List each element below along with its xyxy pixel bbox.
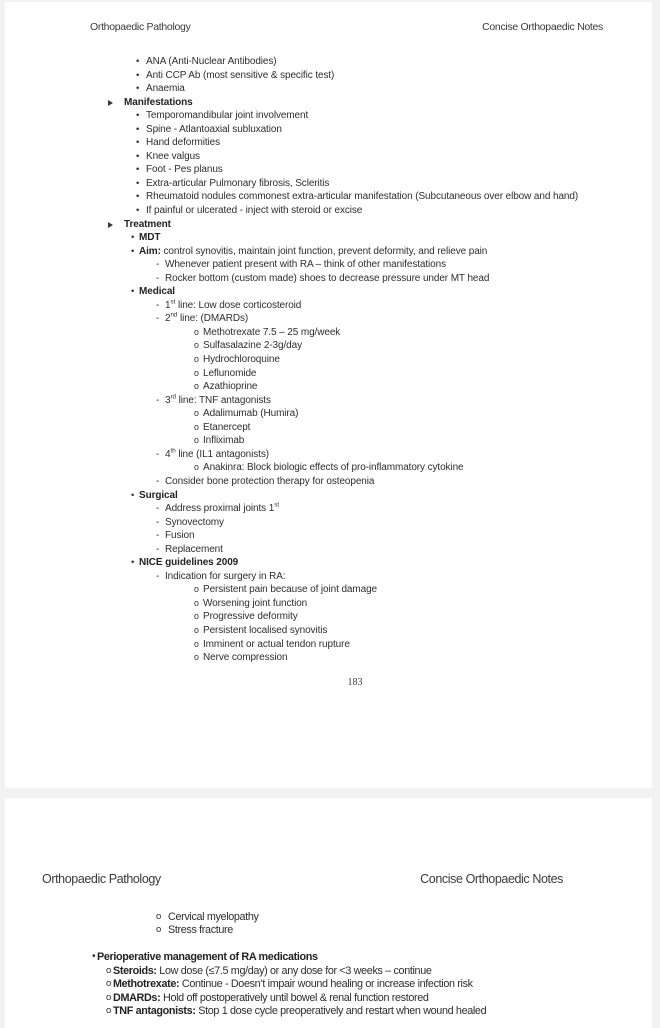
arrow-bullet-icon [108,100,113,106]
list-item-text: 3rd line: TNF antagonists [165,393,271,406]
page2-header-section-title: Orthopaedic Pathology [42,871,161,886]
list-item [5,571,652,585]
circle-bullet-icon: o [194,381,199,392]
arrow-bullet-icon [108,222,113,228]
list-item-text: Azathioprine [203,381,258,393]
circle-bullet-icon: o [156,910,161,922]
circle-bullet-icon: o [194,462,199,473]
circle-bullet-icon: o [194,435,199,446]
list-item [5,395,652,409]
list-item [5,137,652,151]
list-item-text: Temporomandibular joint involvement [146,110,309,122]
list-item-text: Anaemia [146,83,185,95]
circle-bullet-icon: o [106,991,111,1003]
list-item [5,83,652,97]
circle-bullet-icon: o [194,367,199,378]
list-item-text: Etanercept [203,421,251,433]
document-page-1 [5,2,652,788]
dash-bullet-icon: - [156,272,160,284]
bullet-icon: • [136,164,140,176]
list-item [5,992,652,1006]
dash-bullet-icon: - [156,516,160,528]
list-item-text: Cervical myelopathy [168,910,259,923]
list-item-text: Medical [139,286,175,298]
list-item-text: Perioperative management of RA medications [97,951,318,963]
list-item-text: If painful or ulcerated - inject with steroid or excise [146,205,363,217]
page1-content [5,56,652,666]
list-item-text: Anakinra: Block biologic effects of pro-inflammatory cytokine [203,462,464,474]
page-number: 183 [347,677,363,688]
list-item [5,503,652,517]
list-item [5,557,652,571]
list-item-text: Adalimumab (Humira) [203,408,299,420]
list-item-text: Synovectomy [165,516,224,528]
list-item [5,625,652,639]
dash-bullet-icon: - [156,503,160,515]
list-item-text: Steroids: Low dose (≤7.5 mg/day) or any dose for <3 weeks – continue [113,964,432,977]
list-item [5,924,652,938]
circle-bullet-icon: o [106,978,111,989]
list-item [5,151,652,165]
list-item-text: Imminent or actual tendon rupture [203,638,350,650]
list-item [5,56,652,70]
list-item [5,368,652,382]
list-item-text: Spine - Atlantoaxial subluxation [146,123,282,135]
list-item [5,422,652,436]
list-item-text: Rheumatoid nodules commonest extra-articular manifestation (Subcutaneous over elbow and hand) [146,191,579,203]
list-item [5,340,652,354]
list-item [5,652,652,666]
list-item [5,124,652,138]
list-item [5,286,652,300]
list-item-text: Leflunomide [203,367,257,379]
list-item [5,490,652,504]
list-item-text: Persistent pain because of joint damage [203,584,377,596]
list-item [5,381,652,395]
list-item [5,110,652,124]
list-item [5,70,652,84]
list-item [5,435,652,449]
list-item-text: Persistent localised synovitis [203,624,328,636]
list-item-text: Anti CCP Ab (most sensitive & specific test) [146,69,335,81]
bullet-icon: • [131,245,135,257]
list-item [5,219,652,233]
bullet-icon: • [136,83,140,95]
bullet-icon: • [136,137,140,149]
dash-bullet-icon: - [156,543,160,555]
circle-bullet-icon: o [194,597,199,608]
list-item-text: Methotrexate 7.5 – 25 mg/week [203,326,341,338]
list-item [5,598,652,612]
circle-bullet-icon: o [194,638,199,649]
dash-bullet-icon: - [156,475,160,487]
bullet-icon: • [136,191,140,203]
bullet-icon: • [136,177,140,189]
list-item [5,951,652,965]
circle-bullet-icon: o [194,652,199,663]
list-item [5,178,652,192]
list-item-text: Fusion [165,530,195,542]
list-item [5,354,652,368]
list-item-text: Aim: control synovitis, maintain joint function, prevent deformity, and relieve pain [139,245,488,257]
list-item [5,273,652,287]
list-item-text: Nerve compression [203,652,288,664]
bullet-icon: • [131,232,135,244]
list-item-text: Hand deformities [146,137,220,149]
bullet-icon: • [92,951,96,962]
list-item-text: 2nd line: (DMARDs) [165,312,249,325]
circle-bullet-icon: o [194,624,199,635]
list-item-text: Extra-articular Pulmonary fibrosis, Scleritis [146,177,330,189]
list-item-text: Infliximab [203,435,245,447]
list-item [5,164,652,178]
list-item [5,462,652,476]
list-item-text: MDT [139,232,161,244]
list-item-text: Replacement [165,543,223,555]
list-item-text: 1st line: Low dose corticosteroid [165,298,302,311]
circle-bullet-icon: o [194,326,199,337]
bullet-icon: • [136,110,140,122]
circle-bullet-icon: o [156,924,161,935]
list-item [5,97,652,111]
bullet-icon: • [131,489,135,501]
list-item [5,259,652,273]
list-item-text: Progressive deformity [203,611,298,623]
circle-bullet-icon: o [194,340,199,351]
list-item [5,327,652,341]
blank-line [5,938,652,952]
circle-bullet-icon: o [106,964,111,976]
list-item [5,965,652,979]
list-item [5,584,652,598]
list-item [5,544,652,558]
list-item-text: Sulfasalazine 2-3g/day [203,340,302,352]
bullet-icon: • [131,286,135,298]
list-item-text: Manifestations [124,96,193,108]
list-item-text: Stress fracture [168,924,233,936]
dash-bullet-icon: - [156,570,160,582]
list-item-text: TNF antagonists: Stop 1 dose cycle preoperatively and restart when wound healed [113,1005,487,1017]
list-item [5,449,652,463]
dash-bullet-icon: - [156,299,160,311]
list-item-text: Surgical [139,489,178,501]
list-item [5,313,652,327]
list-item-text: Treatment [124,218,171,230]
bullet-icon: • [136,69,140,81]
dash-bullet-icon: - [156,259,160,271]
list-item-text: Methotrexate: Continue - Doesn’t impair wound healing or increase infection risk [113,978,473,990]
list-item-text: DMARDs: Hold off postoperatively until bowel & renal function restored [113,991,429,1004]
list-item-text: Address proximal joints 1st [165,501,280,515]
circle-bullet-icon: o [194,611,199,622]
list-item-text: Knee valgus [146,150,200,162]
list-item-text: Hydrochloroquine [203,354,280,366]
list-item [5,1005,652,1019]
dash-bullet-icon: - [156,394,160,406]
page2-content [5,911,652,1019]
list-item [5,978,652,992]
list-item [5,639,652,653]
circle-bullet-icon: o [194,408,199,419]
list-item [5,476,652,490]
list-item-text: NICE guidelines 2009 [139,557,239,569]
dash-bullet-icon: - [156,448,160,460]
list-item-text: Indication for surgery in RA: [165,570,286,582]
bullet-icon: • [136,123,140,135]
circle-bullet-icon: o [194,584,199,595]
list-item [5,191,652,205]
dash-bullet-icon: - [156,313,160,325]
list-item [5,246,652,260]
list-item [5,611,652,625]
circle-bullet-icon: o [194,421,199,432]
circle-bullet-icon: o [106,1005,111,1016]
circle-bullet-icon: o [194,354,199,365]
page2-header-book-title: Concise Orthopaedic Notes [420,871,563,886]
list-item-text: 4th line (IL1 antagonists) [165,447,269,460]
page1-header-section-title: Orthopaedic Pathology [90,20,191,33]
list-item-text: Whenever patient present with RA – think of other manifestations [165,259,446,271]
dash-bullet-icon: - [156,530,160,542]
list-item [5,408,652,422]
list-item-text: Foot - Pes planus [146,164,223,176]
bullet-icon: • [136,56,140,67]
list-item-text: Rocker bottom (custom made) shoes to decrease pressure under MT head [165,272,490,284]
list-item-text: Consider bone protection therapy for osteopenia [165,475,375,487]
bullet-icon: • [131,557,135,569]
bullet-icon: • [136,150,140,162]
document-page-2 [5,798,652,1028]
list-item [5,205,652,219]
list-item-text: ANA (Anti-Nuclear Antibodies) [146,56,277,67]
bullet-icon: • [136,205,140,217]
list-item [5,911,652,925]
list-item-text: Worsening joint function [203,597,308,609]
list-item [5,530,652,544]
list-item [5,300,652,314]
list-item [5,517,652,531]
page1-header-book-title: Concise Orthopaedic Notes [482,20,603,33]
list-item [5,232,652,246]
